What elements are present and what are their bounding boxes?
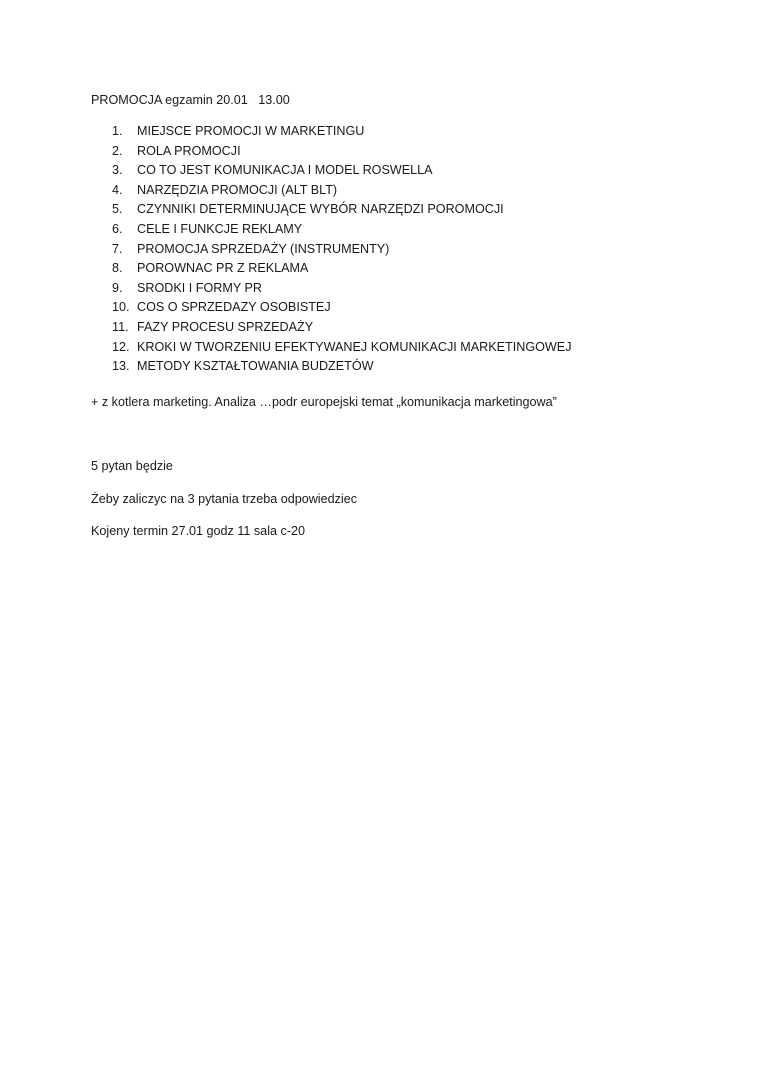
item-number: 2. [112,143,123,158]
item-number: 3. [112,163,123,178]
item-text: CO TO JEST KOMUNIKACJA I MODEL ROSWELLA [137,163,433,178]
item-number: 4. [112,182,123,197]
item-text: PROMOCJA SPRZEDAŻY (INSTRUMENTY) [137,241,390,256]
next-term-paragraph: Kojeny termin 27.01 godz 11 sala c-20 [91,524,305,538]
item-number: 11. [112,319,129,334]
item-number: 13. [112,359,130,374]
item-text: FAZY PROCESU SPRZEDAŻY [137,319,314,334]
item-text: CELE I FUNKCJE REKLAMY [137,221,303,236]
item-number: 6. [112,221,123,236]
item-number: 8. [112,261,123,276]
item-text: METODY KSZTAŁTOWANIA BUDZETÓW [137,359,374,374]
item-text: POROWNAC PR Z REKLAMA [137,261,309,276]
item-text: CZYNNIKI DETERMINUJĄCE WYBÓR NARZĘDZI POROMOCJI [137,202,504,217]
exam-header: PROMOCJA egzamin 20.01 13.00 [91,93,290,107]
item-number: 9. [112,280,123,295]
item-text: KROKI W TWORZENIU EFEKTYWANEJ KOMUNIKACJI MARKETINGOWEJ [137,339,572,354]
item-number: 1. [112,124,123,138]
item-number: 5. [112,202,123,217]
item-number: 12. [112,339,130,354]
item-text: ROLA PROMOCJI [137,143,241,158]
questions-paragraph: 5 pytan będzie [91,459,173,473]
pass-rule-paragraph: Żeby zaliczyc na 3 pytania trzeba odpowiedziec [91,492,358,506]
item-text: COS O SPRZEDAZY OSOBISTEJ [137,300,331,315]
item-text: NARZĘDZIA PROMOCJI (ALT BLT) [137,182,338,197]
item-text: SRODKI I FORMY PR [137,280,263,295]
item-number: 10. [112,300,130,315]
item-text: MIEJSCE PROMOCJI W MARKETINGU [137,124,365,138]
item-number: 7. [112,241,123,256]
note-paragraph: + z kotlera marketing. Analiza …podr europejski temat „komunikacja marketingowa” [91,395,557,409]
